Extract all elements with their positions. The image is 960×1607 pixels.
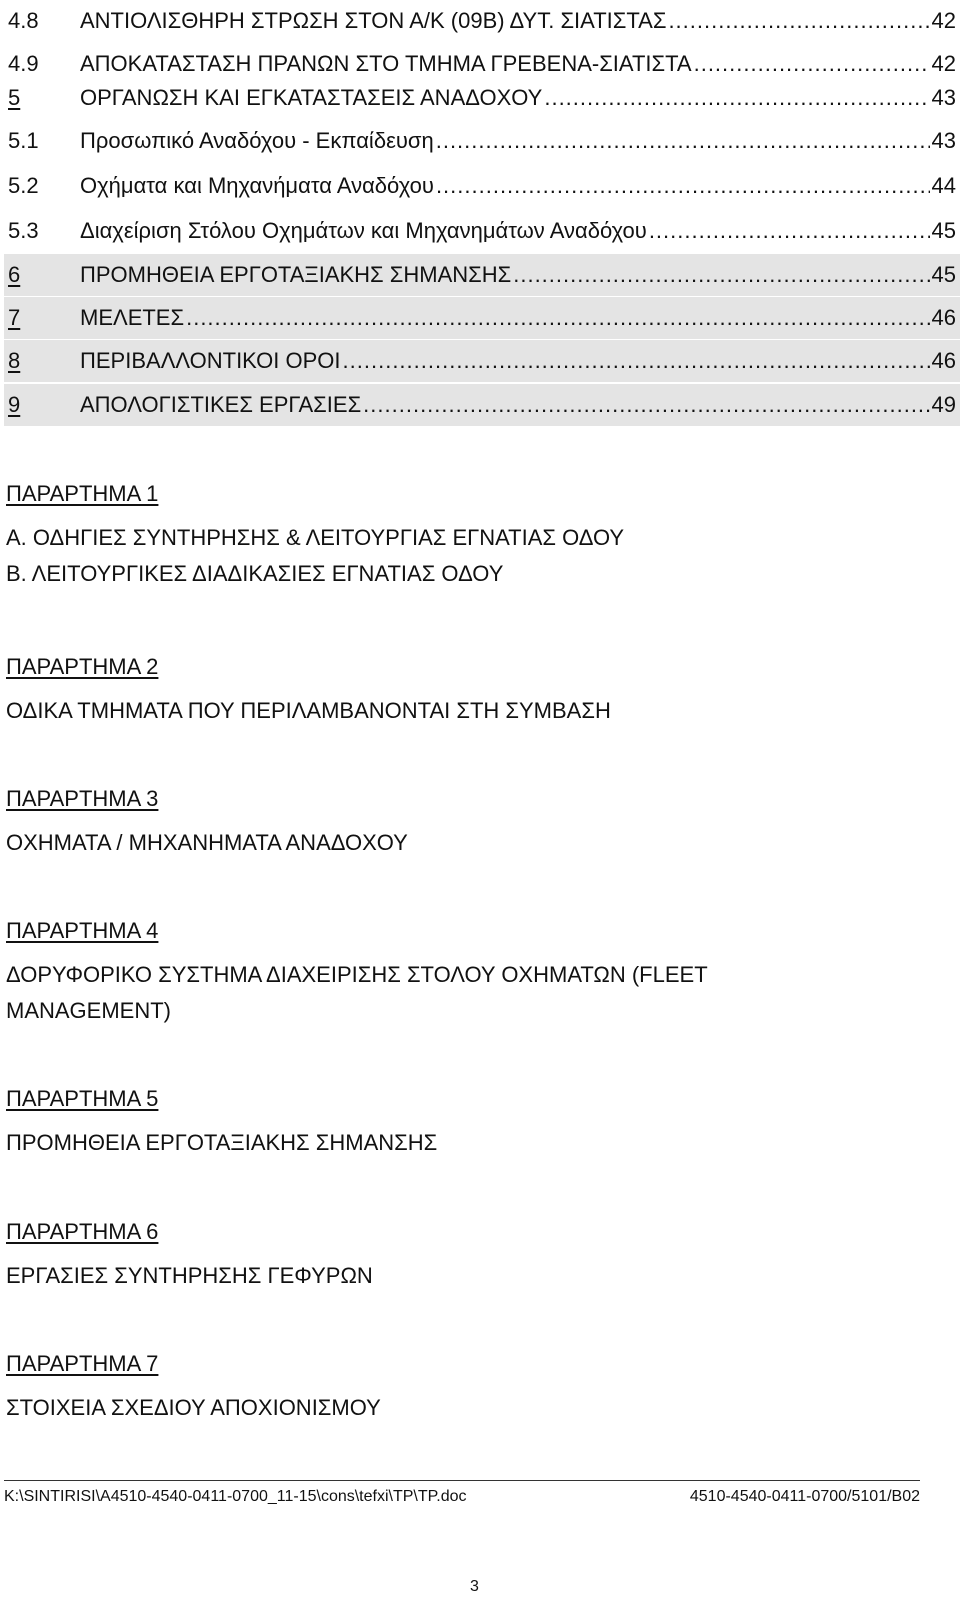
toc-entry-number: 7 [8,305,21,330]
toc-entry[interactable] [4,165,960,207]
appendix-description: Β. ΛΕΙΤΟΥΡΓΙΚΕΣ ΔΙΑΔΙΚΑΣΙΕΣ ΕΓΝΑΤΙΑΣ ΟΔΟΥ [6,561,504,586]
toc-dot-leader [513,262,929,288]
footer-divider [4,1480,920,1481]
toc-entry-title: Οχήματα και Μηχανήματα Αναδόχου [80,173,434,198]
appendix-block [6,650,611,728]
toc-entry-page: 45 [931,262,956,287]
appendix-description: ΠΡΟΜΗΘΕΙΑ ΕΡΓΟΤΑΞΙΑΚΗΣ ΣΗΜΑΝΣΗΣ [6,1130,438,1155]
toc-entry-number: 4.8 [8,8,39,33]
toc-entry-page: 49 [931,392,956,417]
appendix-block [6,1347,381,1425]
toc-dot-leader [343,348,930,374]
toc-entry-number: 5.2 [8,173,39,198]
toc-entry-page: 44 [931,173,956,198]
appendix-description: ΕΡΓΑΣΙΕΣ ΣΥΝΤΗΡΗΣΗΣ ΓΕΦΥΡΩΝ [6,1263,373,1288]
toc-entry[interactable] [4,210,960,252]
toc-entry-title: ΠΕΡΙΒΑΛΛΟΝΤΙΚΟΙ ΟΡΟΙ [80,348,341,373]
toc-entry[interactable] [4,384,960,426]
toc-entry-page: 46 [931,305,956,330]
toc-dot-leader [363,392,929,418]
appendix-description: ΔΟΡΥΦΟΡΙΚΟ ΣΥΣΤΗΜΑ ΔΙΑΧΕΙΡΙΣΗΣ ΣΤΟΛΟΥ ΟΧΗΜΑΤΩΝ (FLEET [6,962,708,987]
toc-entry-page: 43 [931,128,956,153]
toc-entry[interactable] [4,340,960,382]
toc-entry-page: 45 [931,218,956,243]
toc-entry-title: Προσωπικό Αναδόχου - Εκπαίδευση [80,128,434,153]
toc-entry-number: 6 [8,262,21,287]
toc-entry-page: 42 [931,51,956,76]
toc-entry-number: 8 [8,348,21,373]
toc-entry-number: 5.3 [8,218,39,243]
appendix-heading[interactable]: ΠΑΡΑΡΤΗΜΑ 7 [6,1351,159,1376]
toc-entry-number: 9 [8,392,21,417]
toc-entry-number: 4.9 [8,51,39,76]
appendix-block [6,782,408,860]
toc-dot-leader [436,173,930,199]
toc-entry-page: 46 [931,348,956,373]
toc-entry-title: ΟΡΓΑΝΩΣΗ ΚΑΙ ΕΓΚΑΤΑΣΤΑΣΕΙΣ ΑΝΑΔΟΧΟΥ [80,85,543,110]
toc-entry-title: Διαχείριση Στόλου Οχημάτων και Μηχανημάτων Αναδόχου [80,218,647,243]
appendix-heading[interactable]: ΠΑΡΑΡΤΗΜΑ 2 [6,654,159,679]
toc-entry[interactable] [4,77,960,119]
toc-dot-leader [544,85,929,111]
toc-entry-title: ΑΠΟΚΑΤΑΣΤΑΣΗ ΠΡΑΝΩΝ ΣΤΟ ΤΜΗΜΑ ΓΡΕΒΕΝΑ-ΣΙΑΤΙΣΤΑ [80,51,692,76]
toc-dot-leader [668,8,929,34]
appendix-heading[interactable]: ΠΑΡΑΡΤΗΜΑ 5 [6,1086,159,1111]
toc-dot-leader [649,218,930,244]
appendix-description: MANAGEMENT) [6,998,171,1023]
toc-dot-leader [186,305,929,331]
appendix-description: ΟΧΗΜΑΤΑ / ΜΗΧΑΝΗΜΑΤΑ ΑΝΑΔΟΧΟΥ [6,830,408,855]
toc-entry[interactable] [4,297,960,339]
appendix-heading[interactable]: ΠΑΡΑΡΤΗΜΑ 1 [6,481,159,506]
appendix-description: ΣΤΟΙΧΕΙΑ ΣΧΕΔΙΟΥ ΑΠΟΧΙΟΝΙΣΜΟΥ [6,1395,381,1420]
toc-entry[interactable] [4,120,960,162]
appendix-block [6,914,708,1028]
toc-entry-page: 43 [931,85,956,110]
appendix-description: ΟΔΙΚΑ ΤΜΗΜΑΤΑ ΠΟΥ ΠΕΡΙΛΑΜΒΑΝΟΝΤΑΙ ΣΤΗ ΣΥΜΒΑΣΗ [6,698,611,723]
appendix-heading[interactable]: ΠΑΡΑΡΤΗΜΑ 3 [6,786,159,811]
appendix-block [6,477,624,591]
appendix-heading[interactable]: ΠΑΡΑΡΤΗΜΑ 6 [6,1219,159,1244]
appendix-description: Α. ΟΔΗΓΙΕΣ ΣΥΝΤΗΡΗΣΗΣ & ΛΕΙΤΟΥΡΓΙΑΣ ΕΓΝΑΤΙΑΣ ΟΔΟΥ [6,525,625,550]
toc-entry-title: ΑΠΟΛΟΓΙΣΤΙΚΕΣ ΕΡΓΑΣΙΕΣ [80,392,362,417]
toc-entry-page: 42 [931,8,956,33]
toc-dot-leader [694,51,930,77]
toc-entry-title: ΑΝΤΙΟΛΙΣΘΗΡΗ ΣΤΡΩΣΗ ΣΤΟΝ Α/Κ (09Β) ΔΥΤ. ΣΙΑΤΙΣΤΑΣ [80,8,667,33]
footer-document-code: 4510-4540-0411-0700/5101/B02 [689,1488,920,1505]
toc-dot-leader [436,128,930,154]
footer-file-path: K:\SINTIRISI\A4510-4540-0411-0700_11-15\cons\tefxi\TP\TP.doc [4,1488,467,1505]
toc-entry-title: ΜΕΛΕΤΕΣ [80,305,185,330]
toc-entry[interactable] [4,254,960,296]
page-number: 3 [470,1578,479,1595]
toc-entry[interactable] [4,0,960,42]
appendix-block [6,1215,373,1293]
toc-entry-title: ΠΡΟΜΗΘΕΙΑ ΕΡΓΟΤΑΞΙΑΚΗΣ ΣΗΜΑΝΣΗΣ [80,262,512,287]
appendix-block [6,1082,437,1160]
toc-entry-number: 5 [8,85,21,110]
toc-entry-number: 5.1 [8,128,39,153]
appendix-heading[interactable]: ΠΑΡΑΡΤΗΜΑ 4 [6,918,159,943]
